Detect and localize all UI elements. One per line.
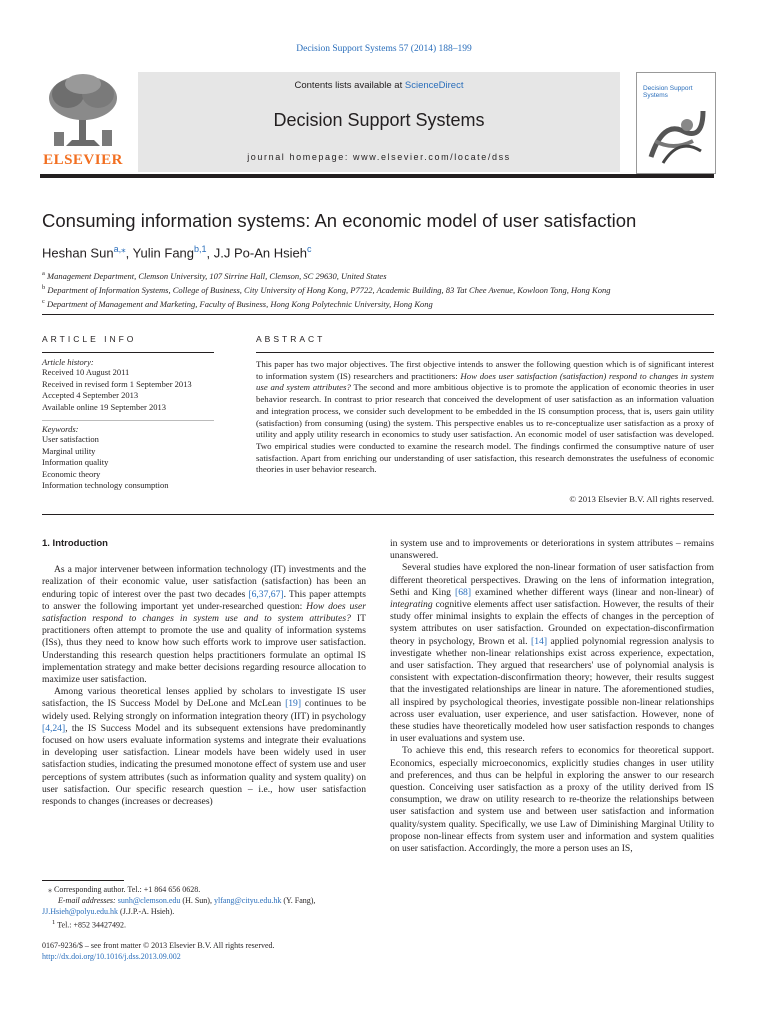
journal-name: Decision Support Systems <box>273 110 485 130</box>
section-title: 1. Introduction <box>42 538 108 549</box>
author-affiliation-mark[interactable]: a,⁎ <box>113 244 126 254</box>
journal-homepage[interactable]: journal homepage: www.elsevier.com/locate/dss <box>247 152 511 162</box>
email-link[interactable]: JJ.Hsieh@polyu.edu.hk <box>42 907 119 916</box>
elsevier-tree-icon <box>46 72 120 150</box>
history-item: Available online 19 September 2013 <box>42 401 167 412</box>
author-name: Heshan Sun <box>42 245 114 261</box>
affiliation-item: $^c$ Department of Management and Marketing, Faculty of Business, Hong Kong Polytechnic University, Hong Kong <box>42 297 433 309</box>
journal-reference[interactable] <box>0 44 768 54</box>
article-meta <box>42 940 372 962</box>
doi-link[interactable]: http://dx.doi.org/10.1016/j.dss.2013.09.002 <box>42 952 181 961</box>
sciencedirect-link[interactable]: ScienceDirect <box>404 80 464 91</box>
author-affiliation-mark[interactable]: b,1 <box>194 244 207 254</box>
paragraph: To achieve this end, this research refers to economics for theoretical support. Economics, especially microeconomics, explicitly studies changes in user utility and preferences, and thus can be helpful in exploring the answer to our research question. Conceiving user satisfaction as a proxy of the utility derived from IS consumption, we draw on utility research to re-theorize the relationships between user satisfaction and system use and between user satisfaction and information quality/system quality. Specifically, we use Law of Diminishing Marginal Utility to propose non-linear effects from system user and information and system qualities on user satisfaction. Accordingly, the more a person uses an IS, <box>390 745 714 855</box>
affiliation-item: $^a$ Management Department, Clemson University, 107 Sirrine Hall, Clemson, SC 29630, United States <box>42 270 387 281</box>
keyword-item: User satisfaction <box>42 434 99 444</box>
article-history-label: Article history: <box>42 357 94 367</box>
keyword-item: Information technology consumption <box>42 480 169 490</box>
author-affiliation-mark[interactable]: c <box>306 244 312 254</box>
article-history <box>42 357 222 413</box>
divider <box>42 420 214 421</box>
author-name: J.J Po-An Hsieh <box>213 245 307 261</box>
email-link[interactable]: sunh@clemson.edu <box>117 896 181 905</box>
citation-link[interactable]: [19] <box>285 698 302 710</box>
paragraph: Several studies have explored the non-linear formation of user satisfaction from different theoretical perspectives. Drawing on the lens of information integration, Sethi and King [68] examined whether different ways (linear and non-linear) of integrating cognitive elements affect user satisfaction. However, the results of their study offer minimal insights to explain the effects of changes in the perception of system attributes on user satisfaction. Grounded on expectation-disconfirmation theory in psychology, Brown et al. [14] applied polynomial regression analysis to investigate whether non-linear relationships exist across experience, expectation, and user satisfaction. They argued that researchers' use of polynomial analysis is consistent with expectation-disconfirmation theory; however, their results suggest that the investigated relationships are linear in nature. The aforementioned studies, all inspired by psychological theories, investigate possible non-linear relationships across user evaluation, user experience, and user satisfaction. However, none of these studies have theoretically modeled how user satisfaction responds to changes in user evaluations and system use. <box>390 562 715 745</box>
divider <box>42 514 714 515</box>
history-item: Accepted 4 September 2013 <box>42 390 139 400</box>
affiliation-item: $^b$ Department of Information Systems, College of Business, City University of Hong Kong, P7722, Academic Building, 83 Tat Chee Avenue, Kowloon Tong, Hong Kong <box>42 283 611 295</box>
abstract-body: This paper has two major objectives. The first objective intends to answer the following question which is of significant interest to information system (IS) researchers and practitioners: How does user satisfaction (satisfaction) respond to changes in system use and system attributes? The second and more ambitious objective is to promote the application of economic theories in user behavior research. In contrast to prior research that conceived the development of user satisfaction as an information valuation and integration process, we consider such development to be embedded in the IS consumption process, that is, users gain utility (satisfaction) from consuming (using) the system. This perspective enables us to re-conceptualize user satisfaction as a proxy of utility and apply utility research in economics to study user satisfaction. An economic model of user satisfaction was developed. Two empirical studies were conducted to examine the research model. The findings confirmed the consumptive nature of user satisfaction. Apart from enriching our understanding of user satisfaction, this research demonstrates the usefulness of economic theories in user behavior research. <box>256 359 715 475</box>
article-title: Consuming information systems: An economic model of user satisfaction <box>42 210 637 231</box>
history-item: Received in revised form 1 September 2013 <box>42 378 192 389</box>
article-info-heading: ARTICLE INFO <box>42 334 137 344</box>
abstract-heading: ABSTRACT <box>256 334 326 344</box>
header-rule <box>40 174 714 178</box>
body-right-column <box>390 538 714 855</box>
issn-line: 0167-9236/$ – see front matter © 2013 Elsevier B.V. All rights reserved. <box>42 941 275 950</box>
keyword-item: Economic theory <box>42 468 101 479</box>
author-list: Heshan Sun$^{a,⁎}$, Yulin Fang$^{b,1}$, J.J Po-An Hsieh$^c$ <box>42 244 312 261</box>
footnote-emails: E-mail addresses: sunh@clemson.edu (H. Sun), ylfang@cityu.edu.hk (Y. Fang), JJ.Hsieh@polyu.edu.hk (J.J.P.-A. Hsieh). <box>42 896 316 916</box>
email-link[interactable]: ylfang@cityu.edu.hk <box>213 896 282 905</box>
divider <box>42 314 714 315</box>
journal-reference-link[interactable]: Decision Support Systems 57 (2014) 188–199 <box>296 44 472 54</box>
elsevier-logo <box>40 72 126 172</box>
paragraph: in system use and to improvements or deteriorations in system attributes – remains unanswered. <box>390 538 714 562</box>
citation-link[interactable]: [4,24] <box>42 722 66 734</box>
footnote-corresponding: ⁎ Corresponding author. Tel.: +1 864 656 0628. <box>48 885 201 894</box>
body-left-column <box>42 538 366 808</box>
keyword-item: Marginal utility <box>42 445 96 456</box>
divider <box>256 352 714 353</box>
history-item: Received 10 August 2011 <box>42 367 130 377</box>
footnotes <box>42 884 372 931</box>
divider <box>42 352 214 353</box>
affiliations <box>42 268 610 309</box>
citation-link[interactable]: [68] <box>455 586 472 598</box>
paragraph: Among various theoretical lenses applied by scholars to investigate IS user satisfaction, the IS Success Model by DeLone and McLean [19] continues to be widely used. Relying strongly on information integration theory (IIT) in psychology [4,24], the IS Success Model and its subsequent extensions have predominantly focused on how users evaluate information systems and integrate their evaluations in developing user satisfaction. Linear models have been widely used in user satisfaction studies, indicating the presumed monotone effect of system use and user perceptions of system attributes (such as information quality and system quality) on user satisfaction. Our specific research question – i.e., how user satisfaction responds to changes (increases or decreases) <box>42 686 366 808</box>
footnote-tel: $^1$ Tel.: +852 34427492. <box>52 919 127 930</box>
cover-art-icon <box>643 101 709 167</box>
footnote-rule <box>42 880 124 881</box>
author-name: Yulin Fang <box>132 245 195 261</box>
citation-link[interactable]: [6,37,67] <box>248 588 284 600</box>
keywords <box>42 424 232 492</box>
publisher-name: ELSEVIER <box>43 152 123 168</box>
abstract-copyright: © 2013 Elsevier B.V. All rights reserved. <box>569 494 714 504</box>
paragraph: As a major intervener between information technology (IT) investments and the realization of their economic value, user satisfaction (satisfaction) has been an enduring topic of interest over the past two decades [6,37,67]. This paper attempts to answer the following important yet under-researched question: How does user satisfaction respond to changes in system use and to system attributes? IT practitioners often attempt to promote the use and quality of information systems (ISs), thus they need to know how such efforts work to improve user satisfaction. Understanding this research question helps practitioners formulate an optimal IS implementation strategy and make better decisions regarding resource allocation to maximize user satisfaction. <box>42 564 366 686</box>
keywords-label: Keywords: <box>42 424 79 434</box>
journal-masthead <box>138 72 620 172</box>
citation-link[interactable]: [14] <box>531 635 548 647</box>
contents-line: Contents lists available at ScienceDirect <box>294 80 464 91</box>
journal-cover-thumbnail <box>636 72 716 174</box>
keyword-item: Information quality <box>42 457 109 467</box>
cover-title: Decision Support Systems <box>643 85 693 99</box>
